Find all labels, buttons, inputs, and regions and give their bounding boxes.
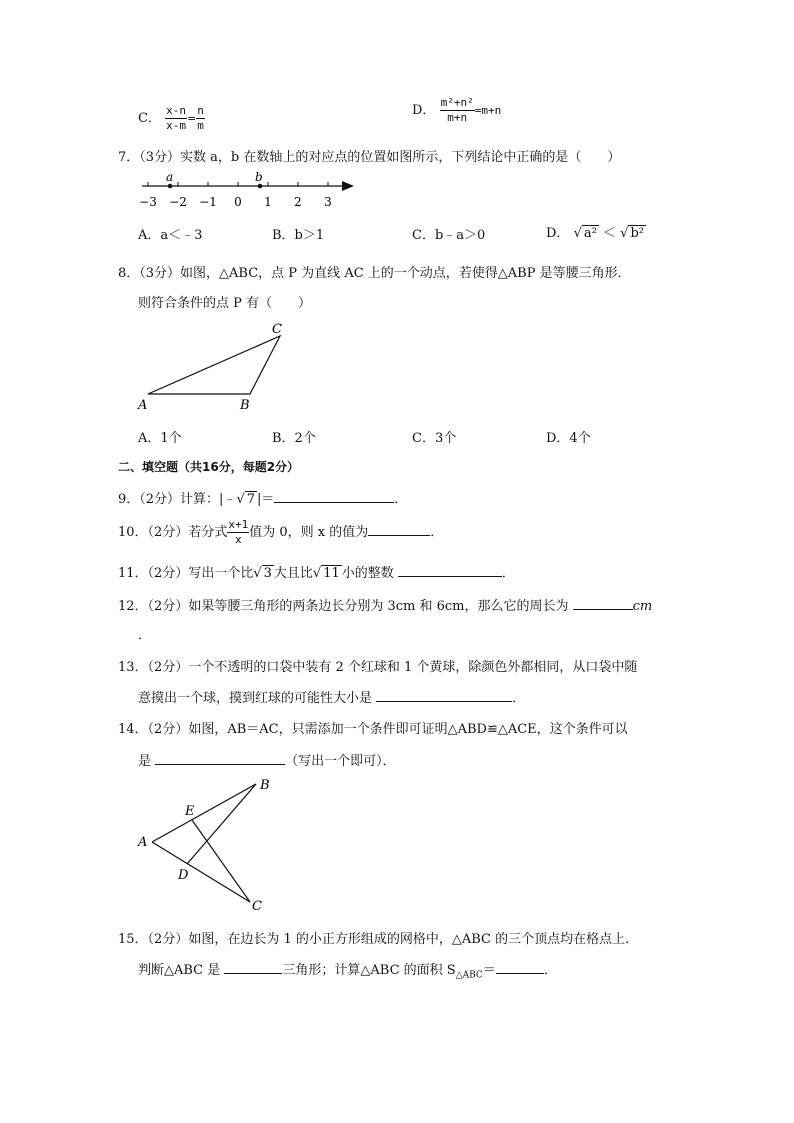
point-b	[258, 184, 263, 189]
fraction: $\frac{\text{m²+n²}}{m+n}$	[440, 96, 474, 124]
number-line	[136, 170, 366, 212]
svg-text:C: C	[272, 322, 282, 337]
svg-text:E: E	[185, 804, 195, 819]
q8-option-a: A．1个	[138, 431, 182, 446]
sqrt: √ 11	[312, 566, 340, 581]
q14-line1: 14．（2分）如图，AB＝AC，只需添加一个条件即可证明△ABD≌△ACE，这个条件可以	[118, 722, 628, 737]
answer-blank[interactable]	[376, 688, 512, 702]
q10: 10．（2分）若分式 $\frac{x+1}{x}$ 值为 0，则 x 的值为 ．	[118, 518, 444, 546]
tick-label: 3	[324, 195, 332, 209]
q13-line1: 13．（2分）一个不透明的口袋中装有 2 个红球和 1 个黄球，除颜色外都相同，从口袋中随	[118, 660, 638, 675]
svg-text:C: C	[252, 899, 262, 914]
q15-line2: 判断△ABC 是 三角形；计算△ABC 的面积 $S_{\triangle ABC}=$ ．	[138, 959, 557, 981]
tick-label: −3	[139, 195, 157, 209]
q6-option-c: C． $\frac{x-n}{x-m}$ = $\frac{n}{m}$	[138, 104, 204, 132]
q7-stem: 7．（3分）实数 a，b 在数轴上的对应点的位置如图所示，下列结论中正确的是（ ）	[118, 150, 621, 165]
q12: 12．（2分）如果等腰三角形的两条边长分别为 3cm 和 6cm，那么它的周长为 cm	[118, 595, 652, 614]
tick-label: −2	[169, 195, 187, 209]
svg-text:D: D	[178, 868, 189, 883]
fraction: $\frac{x-n}{x-m}$	[166, 104, 186, 132]
answer-blank[interactable]	[274, 489, 394, 503]
q9: 9．（2分）计算：|﹣√ 7 |＝ ．	[118, 488, 407, 507]
answer-blank[interactable]	[368, 522, 430, 536]
q7-option-a: A．a＜﹣3	[138, 228, 203, 243]
fraction: $\frac{x+1}{x}$	[228, 518, 249, 546]
sqrt: √ 7	[236, 492, 256, 507]
svg-text:B: B	[240, 398, 250, 413]
point-a	[168, 184, 173, 189]
tick-label: −1	[199, 195, 217, 209]
answer-blank[interactable]	[398, 563, 502, 577]
q8-stem-line1: 8．（3分）如图，△ABC，点 P 为直线 AC 上的一个动点，若使得△ABP 是等腰三角形．	[118, 266, 631, 281]
q11: 11．（2分）写出一个比√ 3 大且比√ 11 小的整数 ．	[118, 562, 515, 581]
q7-option-b: B．b＞1	[272, 228, 325, 243]
q14-figure	[132, 772, 282, 916]
svg-text:A: A	[138, 835, 148, 850]
tick-label: 0	[234, 195, 242, 209]
q15-line1: 15．（2分）如图，在边长为 1 的小正方形组成的网格中，△ABC 的三个顶点均在格点上．	[118, 932, 639, 947]
answer-blank[interactable]	[573, 596, 633, 610]
answer-blank[interactable]	[496, 960, 544, 974]
point-b-label: b	[255, 170, 263, 184]
q6-option-d: D． $\frac{\text{m²+n²}}{m+n}$ =m+n	[412, 96, 502, 124]
tick-label: 2	[294, 195, 302, 209]
fraction: $\frac{n}{m}$	[197, 104, 204, 132]
q12-end: ．	[138, 628, 152, 643]
q13-line2: 意摸出一个球，摸到红球的可能性大小是 ．	[138, 687, 525, 706]
point-a-label: a	[166, 170, 174, 184]
q8-option-c: C．3个	[412, 431, 457, 446]
sqrt: √ b²	[620, 226, 644, 241]
svg-text:A: A	[138, 398, 148, 413]
answer-blank[interactable]	[224, 960, 282, 974]
q8-triangle-figure	[130, 318, 300, 418]
svg-text:B: B	[260, 778, 270, 793]
tick-label: 1	[264, 195, 272, 209]
q8-stem-line2: 则符合条件的点 P 有（ ）	[138, 296, 312, 311]
sqrt: √ a²	[573, 226, 597, 241]
q8-option-b: B．2个	[272, 431, 316, 446]
sqrt: √ 3	[253, 566, 272, 581]
q7-option-d: D． √ a² ＜ √ b²	[546, 226, 644, 241]
answer-blank[interactable]	[155, 751, 285, 765]
q8-option-d: D．4个	[546, 431, 591, 446]
q7-option-c: C．b﹣a＞0	[412, 228, 486, 243]
section-heading: 二、填空题（共16分，每题2分）	[118, 460, 300, 474]
q14-line2: 是 （写出一个即可）．	[138, 750, 396, 769]
